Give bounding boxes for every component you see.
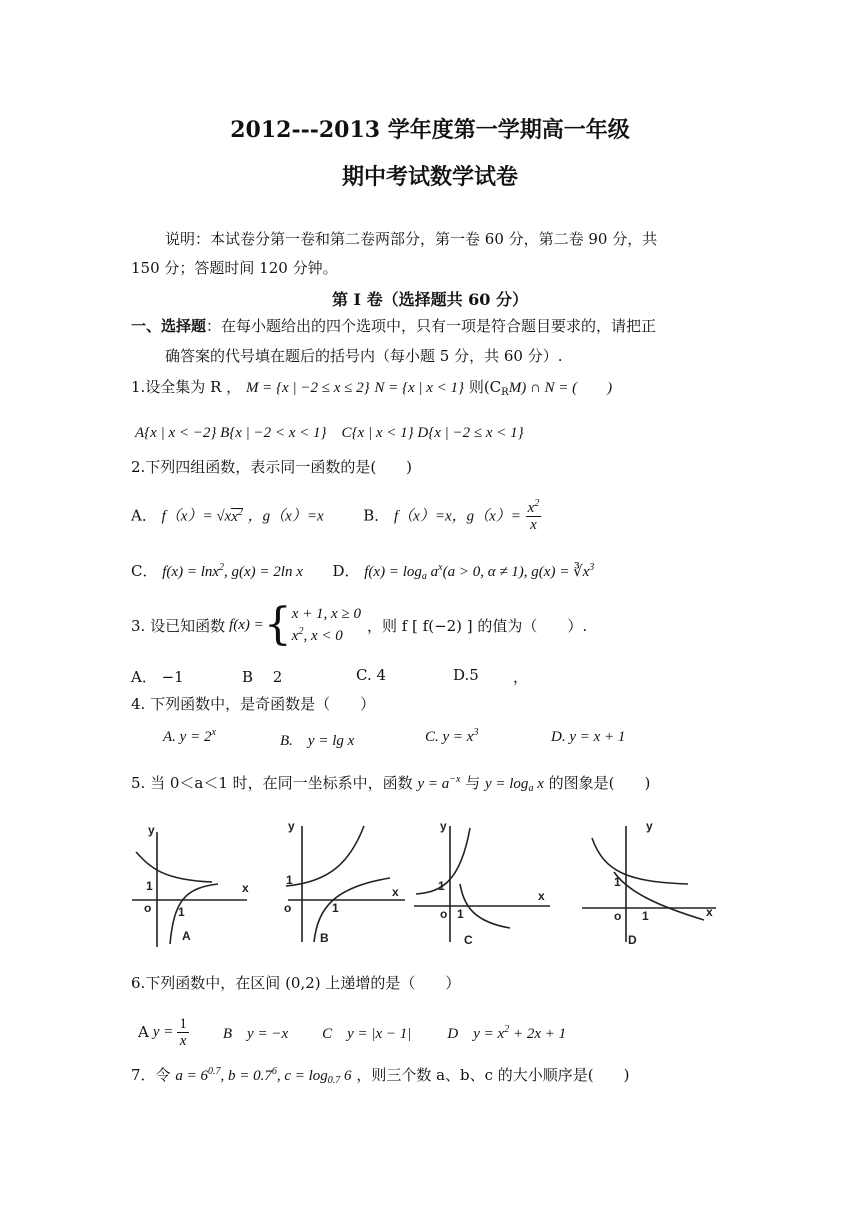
q4-option-d: D. y = x + 1 — [551, 729, 626, 745]
graph-c-svg — [410, 812, 570, 952]
q5-f1 — [417, 776, 460, 792]
q6-d-rest: + 2x + 1 — [509, 1025, 567, 1042]
graph-d-x-label: x — [706, 905, 713, 919]
q2-b-den: x — [530, 517, 537, 533]
instructions-label: 一、选择题 — [131, 317, 207, 335]
q7-a: a = 6 — [175, 1068, 208, 1084]
instructions-line1 — [131, 315, 656, 336]
q2-b-label: B． — [363, 506, 390, 525]
q2-d-sup: x — [438, 562, 443, 573]
curve-exponential — [286, 826, 364, 886]
question-1-stem — [131, 376, 612, 397]
graph-option-d — [578, 812, 738, 952]
q5-f2-sub: a — [528, 783, 534, 794]
q1-set-m: M = {x | −2 ≤ x ≤ 2} — [245, 380, 370, 396]
graph-a-one-y: 1 — [146, 879, 153, 893]
q2-b-text: f（x）=x，g（x）= — [394, 508, 521, 525]
q5-end: 的图象是( ) — [548, 774, 651, 792]
graph-a-label: A — [182, 929, 191, 943]
q3-option-c: C. 4 — [356, 666, 387, 684]
q6-option-d — [447, 1022, 566, 1043]
q5-f1-sup: −x — [449, 774, 461, 785]
q2-d-sub: a — [421, 571, 427, 582]
q2-c-expr: f(x) = lnx$^2$, g(x) = 2ln x — [162, 562, 303, 580]
q2-a-radicand: $x^2$ — [231, 506, 243, 525]
graph-b-origin: o — [284, 901, 292, 915]
q3-ask: ，则 f [ f(−2) ] 的值为（ ）. — [366, 616, 588, 635]
q1-prefix: 1.设全集为 R ， — [131, 378, 242, 396]
graph-a-y-label: y — [148, 823, 155, 837]
exam-title-line2: 期中考试数学试卷 — [341, 164, 518, 190]
q7-c-sub: 0.7 — [327, 1075, 341, 1086]
q2-b-num-text: x — [527, 500, 535, 516]
q3-case2-rest: , x < 0 — [303, 628, 343, 644]
curve-exponential — [136, 852, 212, 882]
exam-title-line1: 2012---2013 学年度第一学期高一年级 — [230, 117, 630, 143]
q7-c-rest: 6 — [340, 1068, 352, 1084]
intro-line1: 说明：本试卷分第一卷和第二卷两部分，第一卷 60 分，第二卷 90 分，共 — [165, 230, 658, 248]
graph-a-svg — [122, 812, 282, 952]
intro-line2: 150 分；答题时间 120 分钟。 — [131, 259, 338, 277]
q6-a-num: 1 — [179, 1015, 187, 1032]
q2-c-text2: , g(x) = 2ln x — [224, 564, 303, 580]
q4-option-a — [163, 729, 216, 746]
q2-d-text3: (a > 0, α ≠ 1), g(x) = — [442, 564, 574, 580]
q3-fx: f(x) = — [229, 616, 264, 633]
q3-option-b: B 2 — [242, 668, 283, 686]
q1-set-n: N = {x | x < 1} — [374, 380, 465, 396]
q3-option-a: A． −1 — [131, 668, 184, 686]
instructions-text: ：在每小题给出的四个选项中，只有一项是符合题目要求的，请把正 — [206, 317, 657, 335]
q4-c-text: C. y = x — [425, 729, 474, 745]
graph-c-one-x: 1 — [457, 907, 464, 921]
q2-d-label: D． — [332, 562, 360, 580]
q6-option-b: B y = −x — [222, 1025, 289, 1042]
graph-b-x-label: x — [392, 885, 399, 899]
q3-brace: { — [263, 599, 292, 650]
question-1-options: A{x | x < −2} B{x | −2 < x < 1} C{x | x < 1} D{x | −2 ≤ x < 1} — [135, 425, 524, 441]
question-2-row-cd — [131, 560, 594, 581]
graph-b-y-label: y — [288, 819, 295, 833]
q5-f2-text: y = log — [484, 776, 529, 792]
q2-b-fraction — [526, 500, 542, 533]
question-4-stem: 4. 下列函数中，是奇函数是（ ） — [131, 695, 376, 713]
q1-ask — [469, 378, 612, 396]
q3-case2: $x^2$, x < 0 — [291, 626, 343, 644]
q3-case1: x + 1, x ≥ 0 — [291, 606, 361, 622]
q2-a-f-text: f（x）= √x — [161, 508, 232, 525]
q4-a-sup: x — [211, 727, 216, 738]
graph-d-origin: o — [614, 909, 622, 923]
q1-ask-sub: R — [501, 387, 509, 398]
graph-d-y-label: y — [646, 819, 653, 833]
q5-f2-rest: x — [533, 776, 544, 792]
q4-a-text: A. y = 2 — [163, 729, 212, 745]
graph-option-c — [410, 812, 570, 952]
q3-cases — [292, 603, 361, 647]
q4-option-b: B. y = lg x — [280, 733, 355, 749]
q6-a-label: A — [138, 1023, 149, 1041]
question-5-stem — [131, 772, 650, 793]
q2-d-text2: a — [426, 564, 439, 580]
q2-d-text: f(x) = log — [364, 564, 422, 580]
q7-a-sup: 0.7 — [207, 1066, 221, 1077]
q3-prefix: 3. 设已知函数 — [131, 616, 226, 635]
graph-b-one-y: 1 — [286, 873, 293, 887]
q2-d-expr: $f(x) = \log_a a^x(a > 0$, α ≠ 1), $g(x) = ∛x^3$ — [364, 562, 595, 582]
graph-b-label: B — [320, 931, 329, 945]
q2-a-g: ，g（x）=x — [247, 508, 324, 525]
q5-f1-text: y = a — [417, 776, 450, 792]
graph-a-one-x: 1 — [178, 905, 185, 919]
q6-a-den: x — [179, 1032, 187, 1049]
question-6-options — [138, 1010, 566, 1054]
q4-c-sup: 3 — [473, 727, 479, 738]
curve-log — [614, 872, 704, 920]
graph-c-y-label: y — [440, 819, 447, 833]
question-6-stem: 6.下列函数中，在区间 (0,2) 上递增的是（ ） — [131, 974, 461, 992]
question-3-stem — [131, 598, 587, 652]
q6-d-sup: 2 — [504, 1023, 510, 1035]
graph-option-a — [122, 812, 282, 952]
q7-expression — [175, 1068, 351, 1084]
graph-d-one-y: 1 — [614, 875, 621, 889]
q1-ask-text: 则(C — [468, 378, 502, 396]
curve-exponential — [592, 838, 688, 884]
q7-b: , b = 0.7 — [220, 1068, 272, 1084]
graph-b-one-x: 1 — [332, 901, 339, 915]
q7-c: , c = log — [276, 1068, 328, 1084]
question-2-row-ab — [131, 500, 541, 533]
q5-stem-text: 5. 当 0＜a＜1 时，在同一坐标系中，函数 — [131, 774, 413, 792]
q7-prefix: 7．令 — [131, 1066, 171, 1084]
q6-d-text: D y = x — [447, 1025, 505, 1042]
q2-a-label: A． — [131, 506, 157, 525]
graph-d-svg — [578, 812, 738, 952]
q2-c-label: C． — [131, 562, 158, 580]
q5-f2 — [485, 776, 544, 792]
q2-c-text: f(x) = lnx — [162, 564, 220, 580]
instructions-line2: 确答案的代号填在题后的括号内（每小题 5 分，共 60 分）. — [165, 347, 563, 365]
graph-c-x-label: x — [538, 889, 545, 903]
question-7-stem — [131, 1064, 630, 1085]
q3-trailing-comma: ， — [513, 668, 529, 686]
q2-a-f — [162, 508, 243, 525]
graph-a-x-label: x — [242, 881, 249, 895]
question-2-stem: 2.下列四组函数，表示同一函数的是( ) — [131, 458, 413, 476]
graph-c-label: C — [464, 933, 473, 947]
q4-option-c — [425, 729, 478, 746]
section-heading: 第 Ⅰ 卷（选择题共 60 分） — [331, 290, 529, 309]
q2-d-root: ∛x — [573, 564, 590, 580]
q3-case2-x: x — [291, 628, 299, 644]
graph-c-one-y: 1 — [438, 879, 445, 893]
q7-ask: ，则三个数 a、b、c 的大小顺序是( ) — [356, 1066, 630, 1084]
graph-c-origin: o — [440, 907, 448, 921]
graph-a-origin: o — [144, 901, 152, 915]
graph-d-label: D — [628, 933, 637, 947]
q6-a-y: y = — [152, 1023, 174, 1040]
q3-option-d: D.5 — [453, 666, 479, 684]
q2-b-num: $x^2$ — [527, 498, 540, 516]
q1-ask-rest: M) ∩ N = ( ) — [508, 380, 613, 396]
graph-d-one-x: 1 — [642, 909, 649, 923]
q7-b-sup: 6 — [271, 1066, 277, 1077]
q6-a-fraction — [177, 1016, 189, 1049]
q6-option-c: C y = |x − 1| — [322, 1025, 412, 1042]
q5-mid: 与 — [465, 774, 481, 792]
